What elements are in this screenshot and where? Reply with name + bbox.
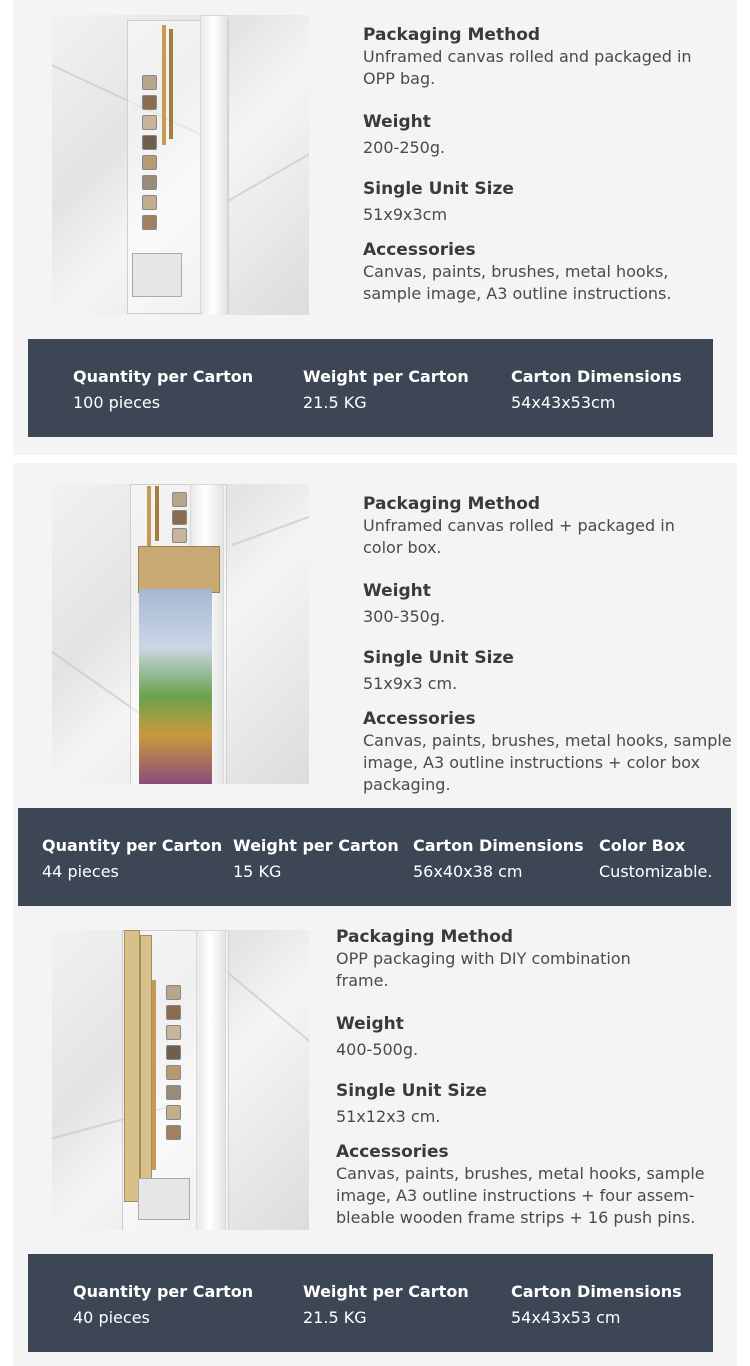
carton-weight bbox=[233, 836, 399, 882]
color-box bbox=[599, 836, 712, 882]
weight-value: 300-350g. bbox=[363, 607, 446, 626]
packaging-method-label: Packaging Method bbox=[336, 927, 514, 947]
carton-dimensions-value: 56x40x38 cm bbox=[413, 862, 523, 881]
carton-info-bar bbox=[28, 1254, 713, 1352]
color-box-value: Customizable. bbox=[599, 862, 713, 881]
accessories-value: Canvas, paints, brushes, metal hooks, sample image, A3 outline instructions + four assem-bleable wooden frame strips + 16 push pins. bbox=[336, 1164, 705, 1227]
single-unit-size-label: Single Unit Size bbox=[336, 1081, 487, 1101]
accessories-label: Accessories bbox=[363, 709, 476, 729]
carton-info-bar bbox=[18, 808, 731, 906]
instruction-sheet bbox=[132, 253, 182, 297]
carton-quantity bbox=[73, 1282, 253, 1328]
carton-dimensions-label: Carton Dimensions bbox=[511, 1282, 682, 1301]
product-info-diy-frame bbox=[336, 926, 716, 1229]
carton-weight bbox=[303, 367, 469, 413]
carton-weight-value: 21.5 KG bbox=[303, 1308, 367, 1327]
weight-label: Weight bbox=[336, 1014, 404, 1034]
packaging-method-label: Packaging Method bbox=[363, 494, 541, 514]
carton-quantity bbox=[42, 836, 222, 882]
weight-label: Weight bbox=[363, 581, 431, 601]
product-info-color-box bbox=[363, 493, 733, 796]
carton-quantity bbox=[73, 367, 253, 413]
accessories-value: Canvas, paints, brushes, metal hooks, sample image, A3 outline instructions + color box packaging. bbox=[363, 731, 732, 794]
product-info-opp-bag bbox=[363, 24, 703, 305]
carton-quantity-value: 44 pieces bbox=[42, 862, 119, 881]
single-unit-size-label: Single Unit Size bbox=[363, 648, 514, 668]
carton-dimensions bbox=[511, 1282, 682, 1328]
packaging-method-value: Unframed canvas rolled + packaged in color box. bbox=[363, 516, 675, 557]
accessories-value: Canvas, paints, brushes, metal hooks, sample image, A3 outline instructions. bbox=[363, 262, 672, 303]
carton-quantity-value: 100 pieces bbox=[73, 393, 161, 412]
carton-quantity-label: Quantity per Carton bbox=[42, 836, 223, 855]
carton-weight-label: Weight per Carton bbox=[303, 367, 469, 386]
color-box-label: Color Box bbox=[599, 836, 686, 855]
packaging-method-label: Packaging Method bbox=[363, 25, 541, 45]
carton-dimensions-label: Carton Dimensions bbox=[511, 367, 682, 386]
carton-dimensions bbox=[413, 836, 584, 882]
carton-weight-value: 21.5 KG bbox=[303, 393, 367, 412]
product-photo-diy-frame bbox=[52, 930, 309, 1230]
accessories-label: Accessories bbox=[336, 1142, 449, 1162]
carton-weight-label: Weight per Carton bbox=[303, 1282, 469, 1301]
product-photo-color-box bbox=[52, 484, 309, 784]
carton-dimensions-label: Carton Dimensions bbox=[413, 836, 584, 855]
instruction-sheet bbox=[138, 1178, 190, 1220]
packaging-method-value: OPP packaging with DIY combination frame. bbox=[336, 949, 631, 990]
carton-dimensions bbox=[511, 367, 682, 413]
carton-weight bbox=[303, 1282, 469, 1328]
carton-info-bar bbox=[28, 339, 713, 437]
weight-value: 400-500g. bbox=[336, 1040, 419, 1059]
single-unit-size-value: 51x9x3cm bbox=[363, 205, 448, 224]
carton-quantity-label: Quantity per Carton bbox=[73, 367, 254, 386]
product-photo-opp-bag bbox=[52, 15, 309, 315]
packaging-method-value: Unframed canvas rolled and packaged in OPP bag. bbox=[363, 47, 692, 88]
carton-dimensions-value: 54x43x53cm bbox=[511, 393, 616, 412]
carton-weight-value: 15 KG bbox=[233, 862, 282, 881]
carton-quantity-label: Quantity per Carton bbox=[73, 1282, 254, 1301]
single-unit-size-label: Single Unit Size bbox=[363, 179, 514, 199]
accessories-label: Accessories bbox=[363, 240, 476, 260]
carton-quantity-value: 40 pieces bbox=[73, 1308, 150, 1327]
carton-weight-label: Weight per Carton bbox=[233, 836, 399, 855]
single-unit-size-value: 51x12x3 cm. bbox=[336, 1107, 441, 1126]
weight-value: 200-250g. bbox=[363, 138, 446, 157]
carton-dimensions-value: 54x43x53 cm bbox=[511, 1308, 621, 1327]
single-unit-size-value: 51x9x3 cm. bbox=[363, 674, 458, 693]
weight-label: Weight bbox=[363, 112, 431, 132]
